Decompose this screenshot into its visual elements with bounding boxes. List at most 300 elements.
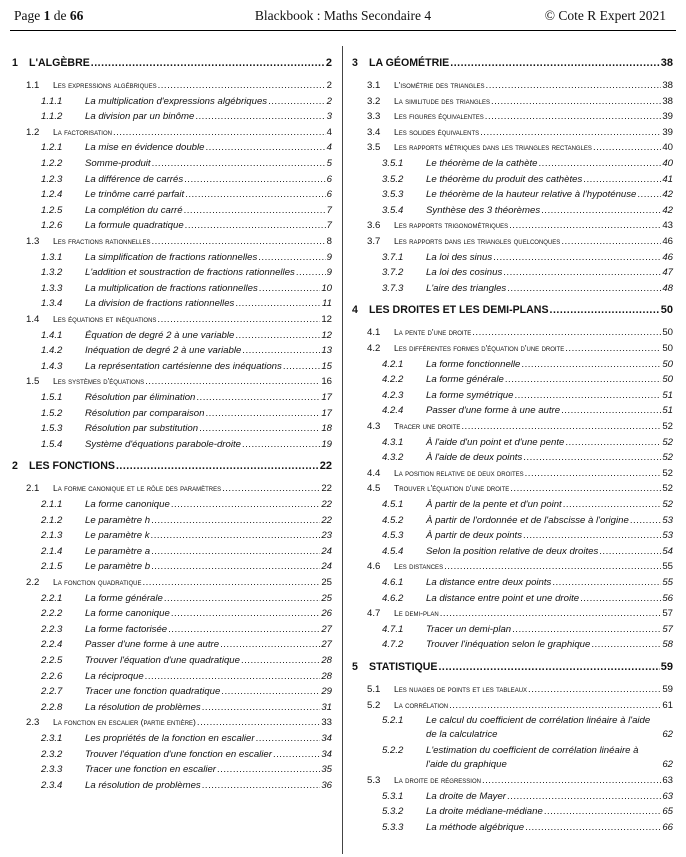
- toc-subsection[interactable]: [382, 436, 673, 449]
- toc-leader-dots: [563, 498, 662, 511]
- toc-title: Les nuages de points et les tableaux: [394, 684, 528, 694]
- toc-title: La forme symétrique: [426, 389, 514, 401]
- toc-subsection[interactable]: [382, 545, 673, 558]
- toc-title: Le paramètre k: [85, 530, 150, 542]
- toc-section[interactable]: [26, 79, 332, 92]
- toc-section[interactable]: [26, 375, 332, 388]
- toc-number: 3: [352, 57, 358, 69]
- toc-section[interactable]: [26, 576, 332, 589]
- toc-leader-dots: [235, 329, 320, 342]
- toc-subsection[interactable]: [382, 498, 673, 511]
- toc-title: La méthode algébrique: [426, 822, 525, 833]
- toc-leader-dots: [482, 774, 661, 787]
- toc-section[interactable]: [367, 467, 673, 480]
- toc-subsection[interactable]: [41, 219, 332, 232]
- toc-subsection[interactable]: [382, 638, 673, 651]
- toc-leader-dots: [283, 360, 321, 373]
- toc-title: Le théorème du produit des cathètes: [426, 173, 583, 185]
- toc-title: À partir de deux points: [426, 530, 522, 542]
- toc-leader-dots: [157, 313, 320, 326]
- page-header: [0, 0, 686, 30]
- toc-section[interactable]: [367, 607, 673, 620]
- toc-number: 1.2.5: [41, 204, 63, 216]
- toc-section[interactable]: [367, 79, 673, 92]
- toc-page-number: 2: [325, 57, 332, 69]
- toc-title: La distance entre deux points: [426, 577, 552, 588]
- toc-subsection[interactable]: [41, 297, 332, 310]
- toc-number: 5.3: [367, 775, 381, 787]
- toc-section[interactable]: [367, 95, 673, 108]
- toc-number: 2.1.3: [41, 530, 63, 542]
- header-rule: [10, 30, 676, 31]
- toc-subsection[interactable]: [41, 407, 332, 420]
- toc-page-number: 7: [326, 204, 332, 216]
- toc-subsection[interactable]: [382, 157, 673, 170]
- toc-leader-dots: [171, 498, 321, 511]
- toc-page-number: 34: [321, 748, 332, 760]
- toc-title: La réciproque: [85, 670, 144, 682]
- toc-section[interactable]: [367, 774, 673, 787]
- toc-title: Les rapports métriques dans les triangles rectangles: [394, 142, 592, 153]
- toc-subsection[interactable]: [41, 670, 332, 683]
- toc-page-number: 23: [321, 530, 332, 542]
- page-of: de: [53, 8, 67, 23]
- toc-title: La forme canonique: [85, 499, 170, 510]
- toc-page-number: 22: [321, 483, 332, 495]
- toc-subsection[interactable]: [41, 592, 332, 605]
- toc-number: 3.7.1: [382, 251, 404, 263]
- toc-section[interactable]: [367, 235, 673, 248]
- toc-title: Le trinôme carré parfait: [85, 189, 185, 201]
- toc-subsection[interactable]: [41, 391, 332, 404]
- toc-leader-dots: [449, 699, 661, 712]
- toc-subsection[interactable]: [41, 282, 332, 295]
- toc-subsection[interactable]: [382, 358, 673, 371]
- toc-leader-dots: [514, 389, 661, 402]
- toc-subsection[interactable]: [41, 173, 332, 186]
- toc-number: 2.2.2: [41, 608, 63, 620]
- toc-leader-dots: [199, 422, 320, 435]
- toc-title: La factorisation: [53, 126, 112, 137]
- toc-subsection[interactable]: [41, 360, 332, 373]
- toc-subsection[interactable]: [382, 204, 673, 217]
- toc-number: 4.2: [367, 343, 381, 354]
- toc-leader-dots: [528, 683, 661, 696]
- toc-page-number: 9: [326, 267, 332, 279]
- toc-section[interactable]: [367, 342, 673, 355]
- toc-leader-dots: [171, 607, 321, 620]
- toc-subsection[interactable]: [382, 266, 673, 279]
- toc-title: Le demi-plan: [394, 608, 439, 619]
- toc-leader-dots: [552, 576, 661, 589]
- toc-page-number: 59: [660, 661, 673, 673]
- toc-subsection[interactable]: [382, 389, 673, 402]
- toc-page-number: 41: [662, 173, 673, 185]
- toc-leader-dots: [242, 344, 320, 357]
- toc-leader-dots: [185, 219, 326, 232]
- toc-page-number: 19: [321, 438, 332, 450]
- toc-subsection[interactable]: [41, 623, 332, 636]
- toc-subsection[interactable]: [382, 404, 673, 417]
- toc-leader-dots: [202, 779, 321, 792]
- toc-number: 2.2.4: [41, 639, 63, 651]
- toc-page-number: 3: [326, 111, 332, 123]
- toc-subsection[interactable]: [41, 188, 332, 201]
- toc-subsection[interactable]: [41, 422, 332, 435]
- toc-leader-dots: [113, 126, 326, 139]
- toc-title: La forme fonctionnelle: [426, 358, 521, 370]
- toc-subsection[interactable]: [382, 623, 673, 636]
- toc-page-number: 46: [662, 236, 673, 247]
- toc-title: La pente d'une droite: [394, 327, 472, 338]
- toc-number: 2.3: [26, 717, 40, 729]
- toc-number: 4.5.2: [382, 514, 404, 526]
- toc-number: 1: [12, 57, 18, 69]
- toc-section[interactable]: [26, 235, 332, 248]
- toc-subsection[interactable]: [382, 744, 673, 774]
- toc-page-number: 33: [321, 717, 332, 729]
- toc-number: 2.2.6: [41, 670, 63, 682]
- toc-title: Tracer une droite: [394, 421, 461, 431]
- toc-number: 1.5: [26, 376, 40, 388]
- toc-page-number: 2: [326, 95, 332, 107]
- toc-subsection[interactable]: [382, 514, 673, 527]
- toc-number: 1.2.2: [41, 158, 63, 169]
- toc-subsection[interactable]: [41, 329, 332, 342]
- toc-leader-dots: [486, 79, 662, 92]
- toc-title: L'aire des triangles: [426, 282, 507, 294]
- toc-leader-dots: [185, 188, 325, 201]
- toc-subsection[interactable]: [382, 251, 673, 264]
- toc-page-number: 48: [662, 282, 673, 294]
- toc-title: La droite de régression: [394, 775, 481, 786]
- toc-section[interactable]: [26, 482, 332, 495]
- toc-chapter[interactable]: [352, 56, 673, 70]
- toc-number: 1.1.1: [41, 95, 63, 107]
- toc-number: 1.2.4: [41, 189, 63, 201]
- toc-leader-dots: [196, 391, 320, 404]
- toc-section[interactable]: [367, 110, 673, 123]
- toc-title: La loi des sinus: [426, 251, 493, 263]
- toc-page-number: 52: [662, 499, 673, 510]
- toc-number: 1.5.1: [41, 392, 63, 403]
- toc-leader-dots: [205, 407, 320, 420]
- toc-number: 2.3.3: [41, 764, 63, 776]
- toc-title: Le calcul du coefficient de corrélation linéaire à l'aide de la calculatrice: [426, 715, 651, 741]
- toc-page-number: 35: [321, 764, 332, 776]
- toc-title: Les systèmes d'équations: [53, 376, 145, 387]
- toc-page-number: 57: [662, 608, 673, 620]
- toc-number: 1.2.6: [41, 220, 63, 232]
- toc-number: 4.2.4: [382, 405, 404, 417]
- toc-leader-dots: [151, 560, 320, 573]
- toc-title: Les rapports dans les triangles quelconques: [394, 236, 561, 246]
- toc-number: 1.3.2: [41, 267, 63, 279]
- toc-title: La forme canonique: [85, 608, 170, 620]
- toc-title: La division de fractions rationnelles: [85, 298, 235, 310]
- toc-number: 4.5.4: [382, 545, 404, 557]
- toc-number: 1.2: [26, 126, 40, 138]
- toc-section[interactable]: [367, 699, 673, 712]
- toc-number: 2.1.4: [41, 545, 63, 557]
- toc-subsection[interactable]: [41, 438, 332, 451]
- toc-title: À partir de l'ordonnée et de l'abscisse à l'origine: [426, 514, 629, 526]
- toc-chapter[interactable]: [352, 303, 673, 317]
- toc-title: L'estimation du coefficient de corrélation linéaire à l'aide du graphique: [426, 745, 639, 771]
- toc-page-number: 15: [321, 360, 332, 372]
- toc-number: 2.1.1: [41, 499, 63, 510]
- toc-subsection[interactable]: [41, 607, 332, 620]
- toc-page-number: 27: [321, 639, 332, 651]
- toc-number: 2.2.8: [41, 701, 63, 713]
- toc-page-number: 47: [662, 267, 673, 279]
- toc-subsection[interactable]: [382, 282, 673, 295]
- toc-number: 4.7: [367, 608, 381, 620]
- toc-number: 5.1: [367, 684, 381, 695]
- toc-page-number: 25: [321, 577, 332, 588]
- toc-page-number: 36: [321, 779, 332, 791]
- toc-page-number: 56: [662, 592, 673, 604]
- toc-section[interactable]: [367, 683, 673, 696]
- toc-title: La forme factorisée: [85, 623, 168, 635]
- toc-number: 4.6: [367, 561, 381, 573]
- toc-page-number: 52: [662, 452, 673, 464]
- toc-subsection[interactable]: [382, 373, 673, 386]
- toc-title: Les solides équivalents: [394, 126, 480, 137]
- toc-leader-dots: [220, 638, 320, 651]
- toc-page-number: 24: [321, 561, 332, 573]
- toc-number: 3.1: [367, 80, 381, 91]
- toc-number: 1.2.1: [41, 142, 63, 154]
- toc-section[interactable]: [367, 420, 673, 433]
- toc-number: 1.3.1: [41, 251, 63, 263]
- toc-page-number: 54: [662, 545, 673, 557]
- toc-leader-dots: [525, 821, 661, 834]
- toc-number: 3.5.4: [382, 204, 404, 216]
- toc-number: 5.3.3: [382, 822, 404, 833]
- toc-leader-dots: [152, 157, 326, 170]
- toc-chapter[interactable]: [12, 459, 332, 473]
- toc-chapter[interactable]: [352, 660, 673, 674]
- toc-page-number: 50: [662, 327, 673, 339]
- toc-section[interactable]: [367, 326, 673, 339]
- toc-title: Passer d'une forme à une autre: [85, 639, 220, 651]
- toc-title: Résolution par élimination: [85, 392, 196, 403]
- toc-title: Trouver l'équation d'une quadratique: [85, 655, 240, 666]
- toc-page-number: 40: [662, 158, 673, 169]
- toc-page-number: 43: [662, 220, 673, 232]
- toc-page-number: 8: [326, 236, 332, 247]
- toc-subsection[interactable]: [41, 251, 332, 264]
- toc-title: La multiplication d'expressions algébriques: [85, 95, 268, 107]
- toc-subsection[interactable]: [41, 498, 332, 511]
- toc-subsection[interactable]: [41, 560, 332, 573]
- toc-subsection[interactable]: [382, 529, 673, 542]
- toc-subsection[interactable]: [41, 701, 332, 714]
- toc-subsection[interactable]: [41, 779, 332, 792]
- toc-title: La division par un binôme: [85, 111, 195, 123]
- toc-page-number: 12: [321, 329, 332, 341]
- toc-leader-dots: [525, 467, 662, 480]
- toc-title: Passer d'une forme à une autre: [426, 405, 561, 417]
- toc-section[interactable]: [367, 126, 673, 139]
- toc-number: 1.3.4: [41, 298, 63, 310]
- toc-number: 4.5: [367, 483, 381, 495]
- toc-number: 2.3.4: [41, 779, 63, 791]
- toc-page-number: 24: [321, 545, 332, 557]
- toc-number: 2.3.1: [41, 733, 63, 744]
- toc-subsection[interactable]: [41, 638, 332, 651]
- toc-title: Trouver l'équation d'une droite: [394, 483, 510, 494]
- toc-number: 4.4: [367, 467, 381, 479]
- toc-title: Résolution par substitution: [85, 423, 199, 435]
- toc-number: 5.3.1: [382, 790, 404, 802]
- toc-chapter[interactable]: [12, 56, 332, 70]
- toc-leader-dots: [202, 701, 321, 714]
- toc-title: La similitude des triangles: [394, 95, 490, 106]
- toc-number: 4.3: [367, 421, 381, 432]
- toc-title: La forme générale: [85, 592, 163, 604]
- toc-section[interactable]: [367, 219, 673, 232]
- toc-number: 5.2: [367, 699, 381, 711]
- toc-page-number: 4: [326, 142, 332, 154]
- toc-leader-dots: [151, 545, 320, 558]
- toc-title: Les rapports trigonométriques: [394, 220, 509, 231]
- toc-title: Somme-produit: [85, 158, 151, 169]
- toc-title: La position relative de deux droites: [394, 467, 524, 478]
- toc-title: La fonction quadratique: [53, 577, 142, 587]
- toc-number: 1.4.2: [41, 345, 63, 357]
- toc-number: 3.5.1: [382, 158, 404, 169]
- toc-page-number: 25: [321, 592, 332, 604]
- toc-number: 4.5.3: [382, 530, 404, 542]
- toc-number: 3.7.3: [382, 282, 404, 294]
- copyright: © Cote R Expert 2021: [544, 8, 666, 23]
- toc-subsection[interactable]: [41, 157, 332, 170]
- toc-page-number: 55: [662, 577, 673, 588]
- toc-page-number: 42: [662, 189, 673, 201]
- toc-number: 5.3.2: [382, 806, 404, 818]
- toc-leader-dots: [510, 482, 661, 495]
- toc-subsection[interactable]: [382, 451, 673, 464]
- toc-subsection[interactable]: [382, 805, 673, 818]
- toc-title: La forme générale: [426, 374, 504, 386]
- toc-title: À partir de la pente et d'un point: [426, 499, 562, 510]
- toc-subsection[interactable]: [41, 344, 332, 357]
- toc-number: 1.5.2: [41, 407, 63, 419]
- toc-subsection[interactable]: [41, 763, 332, 776]
- toc-subsection[interactable]: [382, 576, 673, 589]
- page-total: 66: [69, 8, 84, 23]
- toc-subsection[interactable]: [382, 592, 673, 605]
- toc-section[interactable]: [367, 560, 673, 573]
- toc-page-number: 4: [326, 126, 332, 138]
- toc-subsection[interactable]: [382, 714, 673, 744]
- toc-leader-dots: [145, 670, 321, 683]
- toc-number: 4.2.1: [382, 358, 404, 370]
- toc-leader-dots: [158, 79, 326, 92]
- toc-number: 3.5: [367, 142, 381, 154]
- toc-title: Système d'équations parabole-droite: [85, 438, 241, 450]
- toc-leader-dots: [485, 110, 662, 123]
- toc-leader-dots: [184, 173, 326, 186]
- toc-subsection[interactable]: [41, 685, 332, 698]
- toc-title: L'isométrie des triangles: [394, 80, 485, 90]
- toc-section[interactable]: [26, 126, 332, 139]
- toc-subsection[interactable]: [41, 95, 332, 108]
- toc-title: La forme canonique et le rôle des paramètres: [53, 483, 222, 494]
- toc-subsection[interactable]: [41, 748, 332, 761]
- toc-subsection[interactable]: [382, 821, 673, 834]
- toc-page-number: 11: [322, 298, 332, 310]
- toc-leader-dots: [565, 436, 661, 449]
- toc-subsection[interactable]: [41, 110, 332, 123]
- toc-section[interactable]: [26, 313, 332, 326]
- toc-subsection[interactable]: [41, 266, 332, 279]
- toc-leader-dots: [599, 545, 661, 558]
- toc-number: 1.2.3: [41, 173, 63, 185]
- toc-page-number: 17: [321, 392, 332, 403]
- toc-title: Le théorème de la hauteur relative à l'hypoténuse: [426, 189, 637, 201]
- toc-subsection[interactable]: [41, 654, 332, 667]
- toc-title: À l'aide d'un point et d'une pente: [426, 436, 565, 448]
- toc-leader-dots: [591, 638, 661, 651]
- toc-number: 4.7.2: [382, 639, 404, 651]
- toc-page-number: 17: [321, 407, 332, 419]
- toc-title: La mise en évidence double: [85, 142, 205, 154]
- toc-page-number: 62: [662, 729, 673, 741]
- toc-section[interactable]: [367, 141, 673, 154]
- toc-title: L'addition et soustraction de fractions rationnelles: [85, 267, 295, 279]
- toc-page-number: 40: [662, 142, 673, 154]
- toc-leader-dots: [507, 282, 661, 295]
- toc-title: La fonction en escalier (partie entière): [53, 717, 196, 728]
- toc-number: 1.5.3: [41, 423, 63, 435]
- toc-page-number: 28: [321, 670, 332, 682]
- toc-number: 5.2.2: [382, 745, 404, 757]
- toc-subsection[interactable]: [41, 732, 332, 745]
- toc-subsection[interactable]: [41, 545, 332, 558]
- toc-leader-dots: [544, 805, 662, 818]
- toc-number: 2.2: [26, 577, 40, 588]
- toc-number: 4.7.1: [382, 623, 404, 635]
- toc-subsection[interactable]: [41, 529, 332, 542]
- toc-subsection[interactable]: [41, 514, 332, 527]
- toc-title: STATISTIQUE: [369, 661, 438, 673]
- toc-number: 1.3.3: [41, 282, 63, 294]
- toc-subsection[interactable]: [382, 188, 673, 201]
- toc-leader-dots: [438, 660, 659, 674]
- toc-page-number: 38: [660, 57, 673, 69]
- toc-subsection[interactable]: [382, 173, 673, 186]
- toc-page-number: 66: [662, 822, 673, 833]
- toc-page-number: 50: [660, 304, 673, 317]
- toc-title: Synthèse des 3 théorèmes: [426, 204, 541, 216]
- toc-leader-dots: [164, 592, 320, 605]
- toc-section[interactable]: [26, 716, 332, 729]
- toc-leader-dots: [593, 141, 661, 154]
- toc-title: La distance entre point et une droite: [426, 592, 580, 604]
- toc-title: Les figures équivalentes: [394, 111, 484, 122]
- toc-leader-dots: [493, 251, 661, 264]
- toc-subsection[interactable]: [41, 141, 332, 154]
- toc-subsection[interactable]: [41, 204, 332, 217]
- toc-leader-dots: [523, 451, 661, 464]
- toc-subsection[interactable]: [382, 790, 673, 803]
- toc-section[interactable]: [367, 482, 673, 495]
- toc-number: 4.6.1: [382, 577, 404, 588]
- toc-page-number: 39: [662, 111, 673, 123]
